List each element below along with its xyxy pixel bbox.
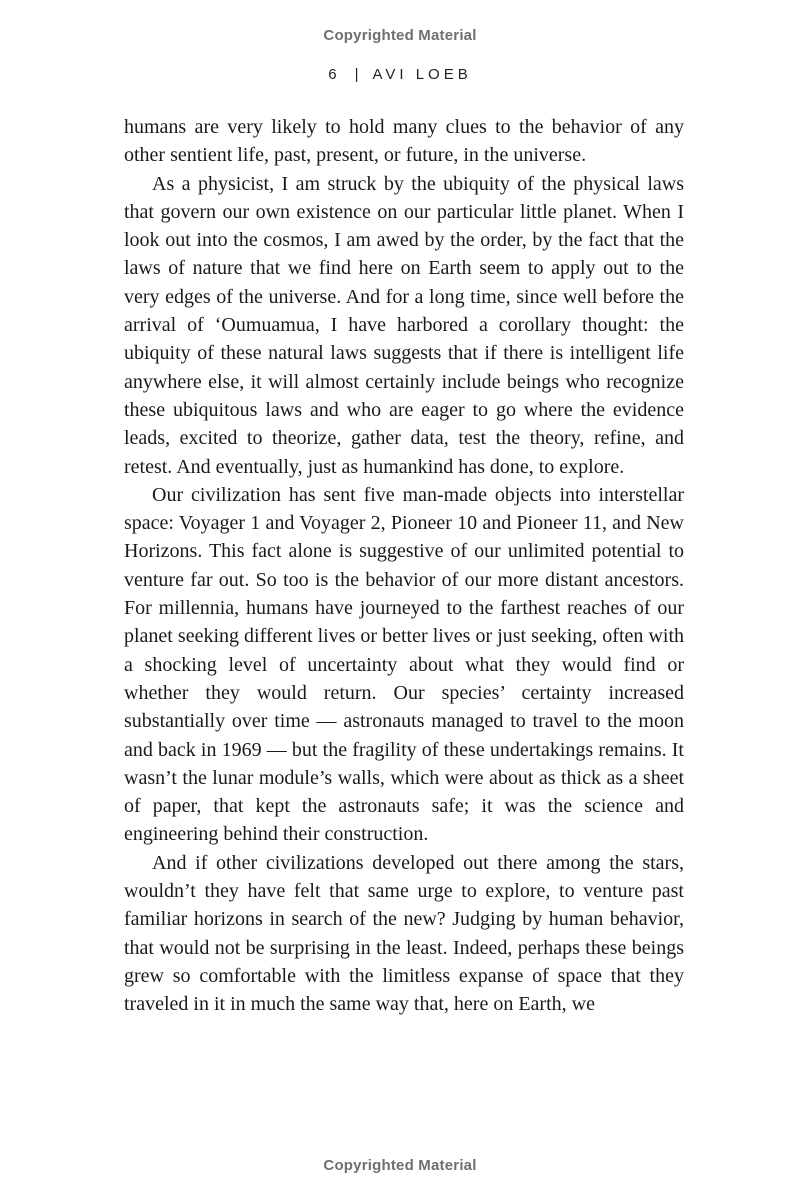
running-head: [0, 66, 800, 83]
copyright-watermark-top: Copyrighted Material: [323, 27, 477, 44]
author-name: AVI LOEB: [372, 66, 472, 83]
paragraph-4: And if other civilizations developed out there among the stars, wouldn’t they have felt that same urge to explore, to venture past familiar horizons in search of the new? Judging by human behavior, that would not be surprising in the least. Indeed, perhaps these beings grew so comfortable with the limitless expanse of space that they traveled in it in much the same way that, here on Earth, we: [124, 851, 684, 1016]
paragraph-1: humans are very likely to hold many clues to the behavior of any other sentient life, past, present, or future, in the universe.: [124, 116, 684, 167]
body-text: [124, 113, 684, 1019]
running-head-separator: |: [354, 66, 359, 83]
paragraph-2: As a physicist, I am struck by the ubiquity of the physical laws that govern our own existence on our particular little planet. When I look out into the cosmos, I am awed by the order, by the fact that the laws of nature that we find here on Earth seem to apply out to the very edges of the universe. And for a long time, since well before the arrival of ‘Oumuamua, I have harbored a corollary thought: the ubiquity of these natural laws suggests that if there is intelligent life anywhere else, it will almost certainly include beings who recognize these ubiquitous laws and who are eager to go where the evidence leads, excited to theorize, gather data, test the theory, refine, and retest. And eventually, just as humankind has done, to explore.: [124, 172, 684, 478]
copyright-watermark-bottom: Copyrighted Material: [323, 1157, 477, 1174]
page-number: 6: [328, 66, 341, 83]
paragraph-3: Our civilization has sent five man-made objects into interstellar space: Voyager 1 and Voyager 2, Pioneer 10 and Pioneer 11, and New Horizons. This fact alone is suggestive of our unlimited potential to venture far out. So too is the behavior of our more distant ancestors. For millennia, humans have journeyed to the farthest reaches of our planet seeking different lives or better lives or just seeking, often with a shocking level of uncertainty about what they would find or whether they would return. Our species’ certainty increased substantially over time — astronauts managed to travel to the moon and back in 1969 — but the fragility of these undertakings remains. It wasn’t the lunar module’s walls, which were about as thick as a sheet of paper, that kept the astronauts safe; it was the science and engineering behind their construction.: [124, 483, 684, 846]
